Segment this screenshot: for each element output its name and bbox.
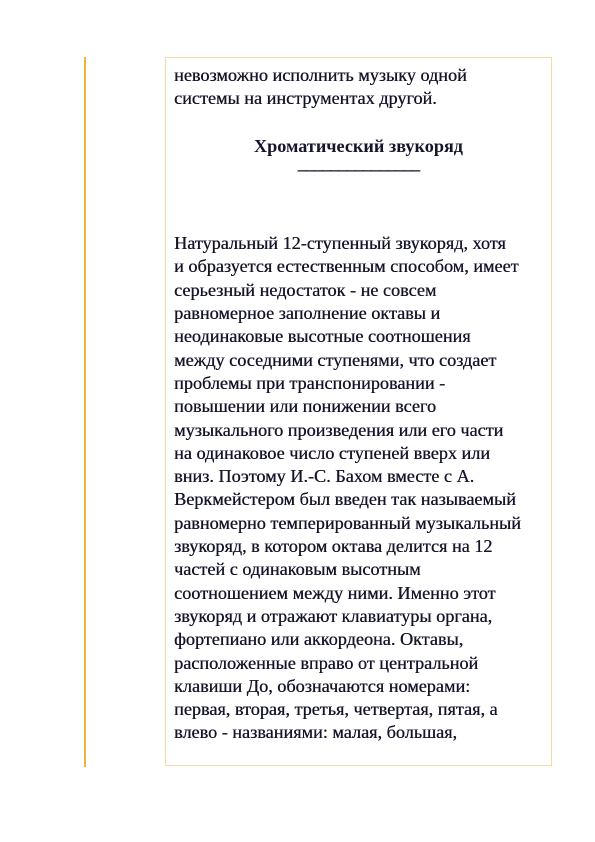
text-line: первая, вторая, третья, четвертая, пятая, а (174, 699, 498, 720)
text-line: вниз. Поэтому И.-С. Бахом вместе с А. (174, 466, 475, 487)
heading-underline: ––––––––––––––– (297, 158, 420, 179)
text-line: невозможно исполнить музыку одной (174, 65, 467, 85)
text-line: серьезный недостаток - не совсем (174, 279, 437, 300)
text-line: системы на инструментах другой. (174, 88, 437, 109)
text-frame (165, 57, 552, 766)
body-paragraph (174, 232, 551, 745)
text-line: равномерно темперированный музыкальный (174, 512, 521, 533)
text-line: музыкального произведения или его части (174, 419, 504, 440)
text-line: частей с одинаковым высотным (174, 559, 421, 580)
margin-rule (84, 57, 86, 767)
text-line: проблемы при транспонировании - (174, 372, 446, 393)
text-line: между соседними ступенями, что создает (174, 349, 497, 370)
text-line: расположенные вправо от центральной (174, 652, 479, 673)
text-line: звукоряд и отражают клавиатуры органа, (174, 605, 493, 626)
text-line: фортепиано или аккордеона. Октавы, (174, 629, 464, 650)
text-line: звукоряд, в котором октава делится на 12 (174, 536, 493, 557)
text-line: на одинаковое число ступеней вверх или (174, 442, 490, 463)
text-line: и образуется естественным способом, имеет (174, 256, 519, 277)
text-line: Натуральный 12-ступенный звукоряд, хотя (174, 233, 506, 254)
intro-text (174, 64, 551, 111)
text-line: Веркмейстером был введен так называемый (174, 489, 516, 510)
text-line: равномерное заполнение октавы и (174, 303, 441, 324)
text-line: клавиши До, обозначаются номерами: (174, 675, 471, 696)
text-line: соотношением между ними. Именно этот (174, 582, 496, 603)
text-line: повышении или понижении всего (174, 396, 436, 417)
section-heading: Хроматический звукоряд (254, 135, 463, 156)
text-line: неодинаковые высотные соотношения (174, 326, 471, 347)
text-line: влево - названиями: малая, большая, (174, 722, 457, 743)
